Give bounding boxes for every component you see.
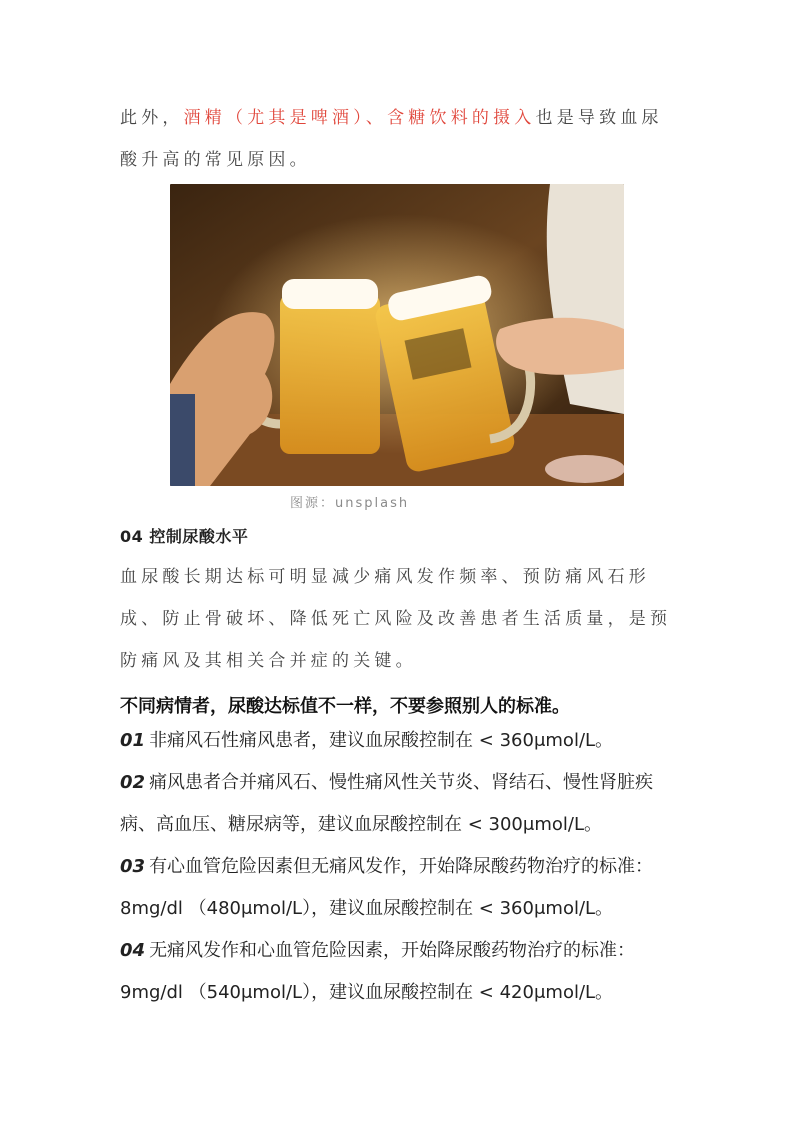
item-number: 02 [120, 772, 146, 793]
emphasis-line: 不同病情者，尿酸达标值不一样，不要参照别人的标准。 [120, 696, 570, 717]
intro-prefix: 此外， [120, 108, 184, 128]
photo-caption: 图源：unsplash [290, 496, 410, 511]
item-number: 03 [120, 856, 146, 877]
section-heading: 04 控制尿酸水平 [120, 527, 249, 546]
list-item [120, 930, 680, 1014]
item-text: 痛风患者合并痛风石、慢性痛风性关节炎、肾结石、慢性肾脏疾病、高血压、糖尿病等，建议血尿酸控制在 < 300μmol/L。 [120, 772, 654, 835]
intro-suffix: 也是导致血尿酸升高的常见原因。 [120, 108, 663, 170]
list-item [120, 762, 680, 846]
list-item [120, 846, 680, 930]
list-item [120, 720, 680, 762]
beer-toast-photo [170, 184, 624, 486]
section-body: 血尿酸长期达标可明显减少痛风发作频率、预防痛风石形成、防止骨破坏、降低死亡风险及改善患者生活质量，是预防痛风及其相关合并症的关键。 [120, 567, 672, 671]
intro-paragraph [120, 97, 680, 181]
intro-highlight: 酒精（尤其是啤酒）、含糖饮料的摄入 [183, 108, 536, 128]
item-number: 01 [120, 730, 146, 751]
item-text: 有心血管危险因素但无痛风发作，开始降尿酸药物治疗的标准：8mg/dl （480μmol/L），建议血尿酸控制在 < 360μmol/L。 [120, 856, 654, 919]
item-number: 04 [120, 940, 146, 961]
item-text: 非痛风石性痛风患者，建议血尿酸控制在 < 360μmol/L。 [149, 730, 614, 751]
item-text: 无痛风发作和心血管危险因素，开始降尿酸药物治疗的标准：9mg/dl （540μmol/L），建议血尿酸控制在 < 420μmol/L。 [120, 940, 636, 1003]
